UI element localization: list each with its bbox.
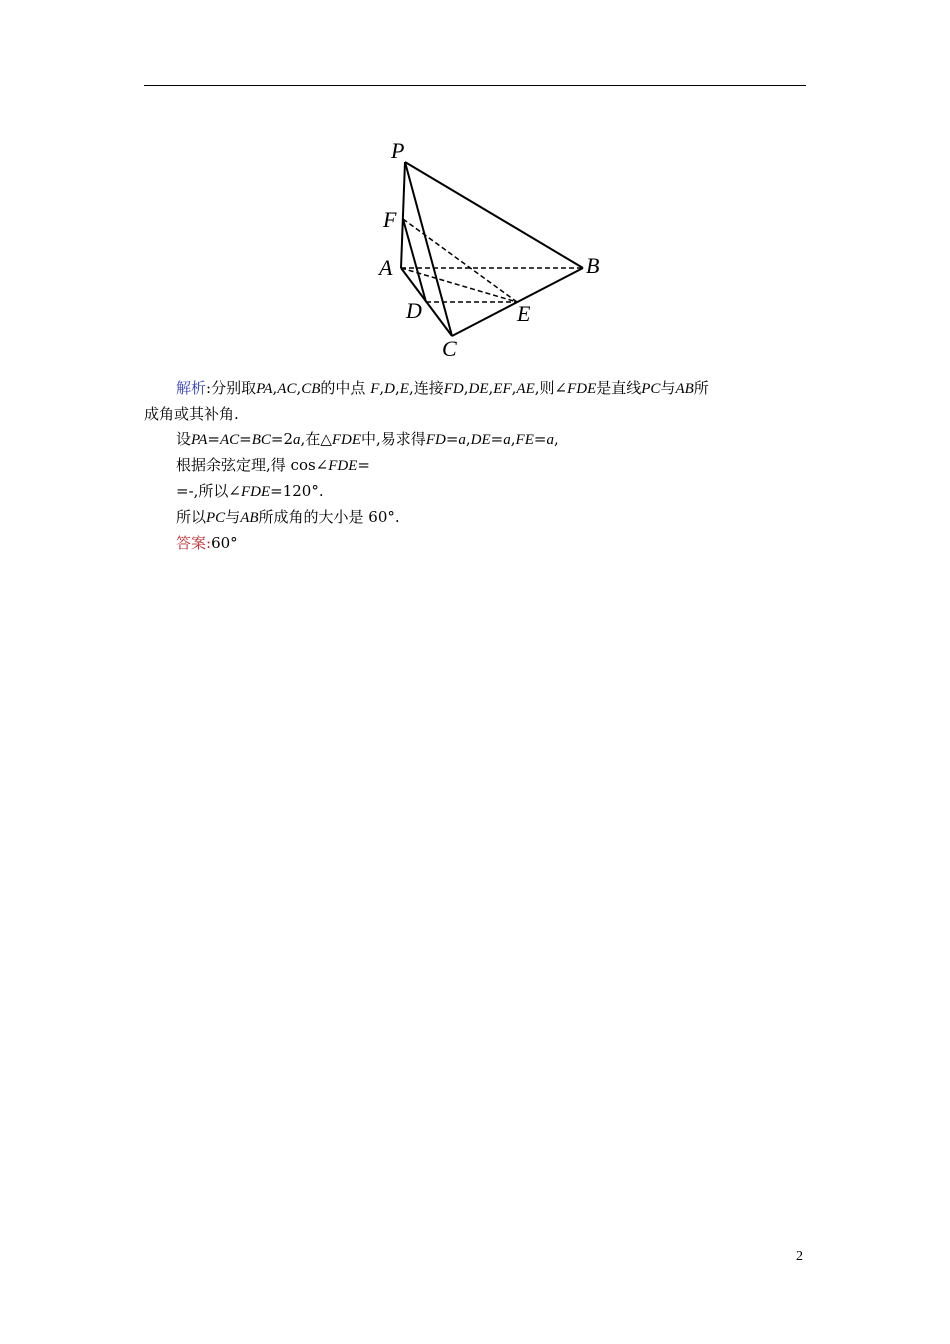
tetrahedron-figure [370, 135, 620, 365]
answer-value: 60° [211, 534, 238, 552]
page-number: 2 [796, 1249, 803, 1264]
solution-line-6: 所以PC与AB所成角的大小是 60°. [176, 508, 400, 526]
answer-line: 答案:60° [176, 534, 238, 552]
header-rule [144, 85, 806, 86]
label-B: B [586, 253, 600, 278]
dashed-FE [403, 219, 517, 302]
label-A: A [379, 255, 393, 280]
label-P: P [391, 138, 405, 163]
solution-line-4: 根据余弦定理,得 cos∠FDE= [176, 456, 370, 474]
solution-line-3: 设PA=AC=BC=2a,在△FDE中,易求得FD=a,DE=a,FE=a, [176, 430, 559, 448]
dashed-AE [401, 268, 517, 302]
label-F: F [383, 207, 397, 232]
solution-line-5: =-,所以∠FDE=120°. [176, 482, 324, 500]
label-C: C [442, 336, 457, 361]
solution-line-1: 解析:分别取PA,AC,CB的中点 F,D,E,连接FD,DE,EF,AE,则∠FDE是直线PC与AB所 [176, 379, 709, 397]
solution-label: 解析 [176, 379, 207, 397]
answer-label: 答案 [176, 534, 207, 552]
edge-PA [401, 162, 405, 268]
label-D: D [406, 298, 422, 323]
segment-FD [403, 219, 426, 302]
solution-line-2: 成角或其补角. [144, 405, 239, 423]
label-E: E [517, 301, 531, 326]
tetrahedron-diagram [370, 135, 620, 365]
solution-text [144, 376, 806, 556]
edge-PB [405, 162, 583, 268]
